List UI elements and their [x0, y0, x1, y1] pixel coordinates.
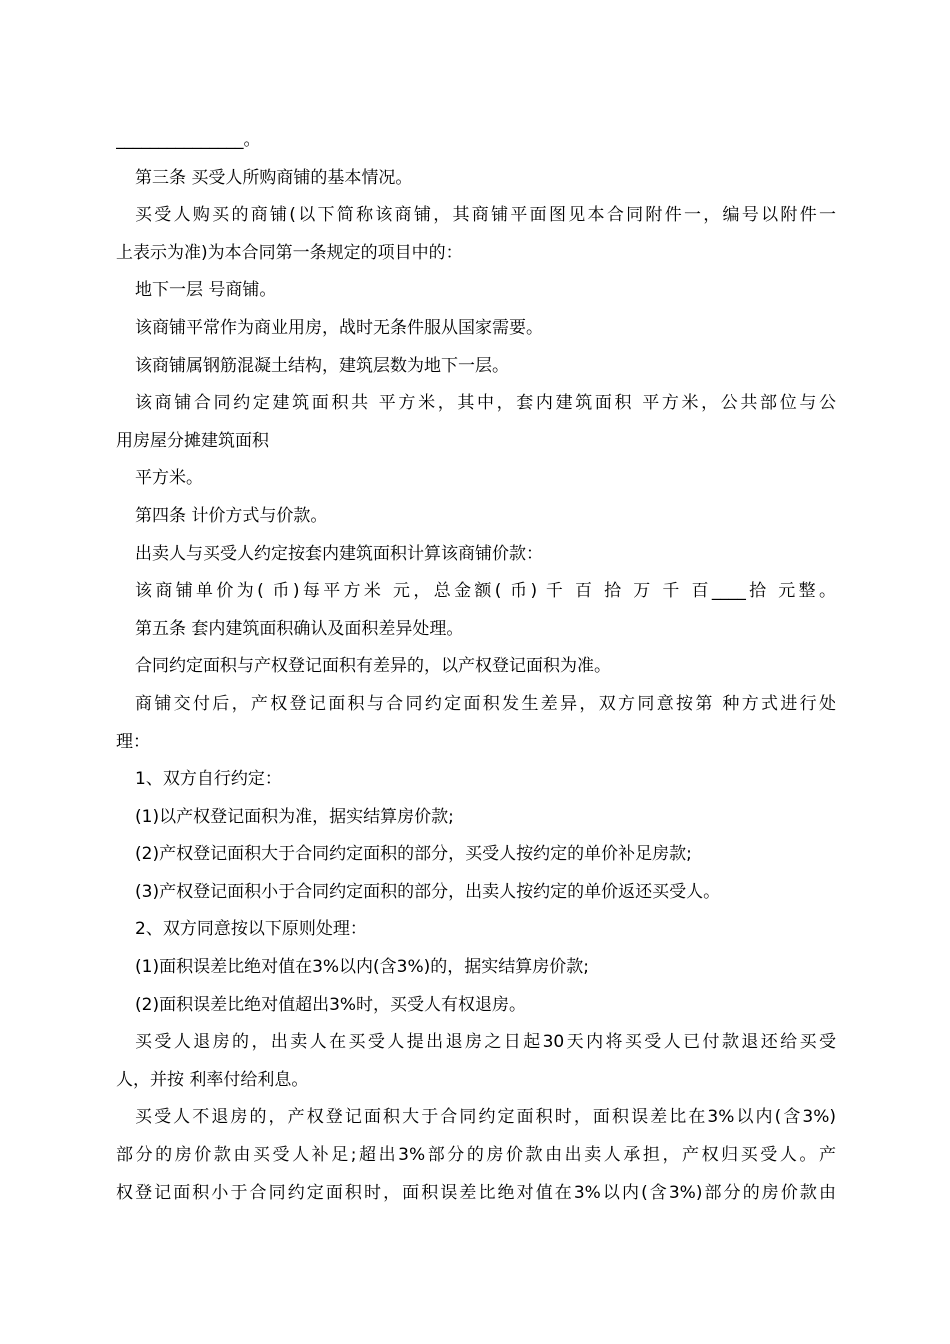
list-item: (2)产权登记面积大于合同约定面积的部分，买受人按约定的单价补足房款; — [135, 844, 692, 865]
paragraph-line: 该商铺单价为( 币)每平方米 元，总金额( 币) 千 百 拾 万 千 百____拾 元整。 — [135, 581, 836, 602]
paragraph-line: 理： — [116, 731, 150, 752]
paragraph-line: 买受人退房的，出卖人在买受人提出退房之日起30天内将买受人已付款退还给买受 — [135, 1032, 836, 1053]
list-heading: 1、双方自行约定： — [135, 769, 282, 790]
paragraph-line: 人，并按 利率付给利息。 — [116, 1069, 309, 1090]
paragraph-line: 该商铺属钢筋混凝土结构，建筑层数为地下一层。 — [135, 355, 509, 376]
paragraph-line: 该商铺合同约定建筑面积共 平方米，其中，套内建筑面积 平方米，公共部位与公 — [135, 393, 836, 414]
article-4-heading: 第四条 计价方式与价款。 — [135, 505, 328, 526]
paragraph-line: 权登记面积小于合同约定面积时，面积误差比绝对值在3%以内(含3%)部分的房价款由 — [116, 1182, 836, 1203]
list-item: (2)面积误差比绝对值超出3%时，买受人有权退房。 — [135, 994, 527, 1015]
paragraph-line: 买受人不退房的，产权登记面积大于合同约定面积时，面积误差比在3%以内(含3%) — [135, 1107, 836, 1128]
blank-line-end: _______________。 — [116, 130, 261, 150]
list-item: (1)面积误差比绝对值在3%以内(含3%)的，据实结算房价款; — [135, 957, 590, 978]
paragraph-line: 用房屋分摊建筑面积 — [116, 430, 269, 451]
paragraph-line: 上表示为准)为本合同第一条规定的项目中的： — [116, 242, 463, 263]
paragraph-line: 出卖人与买受人约定按套内建筑面积计算该商铺价款： — [135, 543, 543, 564]
paragraph-line: 该商铺平常作为商业用房，战时无条件服从国家需要。 — [135, 317, 543, 338]
paragraph-line: 商铺交付后，产权登记面积与合同约定面积发生差异，双方同意按第 种方式进行处 — [135, 693, 836, 714]
list-heading: 2、双方同意按以下原则处理： — [135, 919, 367, 940]
article-3-heading: 第三条 买受人所购商铺的基本情况。 — [135, 167, 413, 188]
list-item: (1)以产权登记面积为准，据实结算房价款; — [135, 806, 454, 827]
paragraph-line: 平方米。 — [135, 468, 203, 489]
paragraph-line: 合同约定面积与产权登记面积有差异的，以产权登记面积为准。 — [135, 656, 611, 677]
document-body — [116, 122, 836, 1212]
paragraph-line: 地下一层 号商铺。 — [135, 280, 277, 301]
paragraph-line: 买受人购买的商铺(以下简称该商铺，其商铺平面图见本合同附件一，编号以附件一 — [135, 205, 836, 226]
paragraph-line: 部分的房价款由买受人补足;超出3%部分的房价款由出卖人承担，产权归买受人。产 — [116, 1145, 836, 1166]
list-item: (3)产权登记面积小于合同约定面积的部分，出卖人按约定的单价返还买受人。 — [135, 881, 721, 902]
article-5-heading: 第五条 套内建筑面积确认及面积差异处理。 — [135, 618, 464, 639]
